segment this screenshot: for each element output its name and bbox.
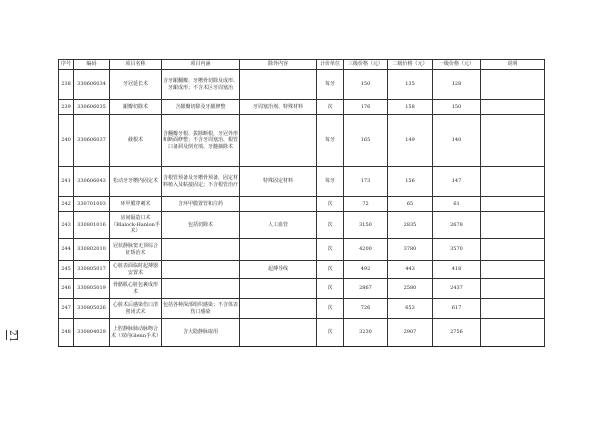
- cell-name: 松动牙牙槽内固定术: [110, 167, 162, 197]
- cell-content: 含翻瓣牙根、拔除断根，牙冠外形和断面修整；不含牙周塞治、根管口备洞及倒充填、牙髓摘除术: [162, 115, 240, 167]
- cell-name: 骨骼肌心脏包裹成形术: [110, 279, 162, 299]
- cell-note: [481, 115, 545, 167]
- cell-seq: 241: [59, 167, 74, 197]
- table-row: [59, 239, 545, 261]
- cell-price2: 156: [388, 167, 433, 197]
- cell-note: [481, 100, 545, 115]
- cell-unit: 每牙: [317, 70, 344, 100]
- cell-code: 330805019: [74, 279, 110, 299]
- cell-note: [481, 212, 545, 239]
- header-seq: 序号: [59, 60, 74, 70]
- header-unit: 计价单位: [317, 60, 344, 70]
- cell-note: [481, 239, 545, 261]
- cell-code: 330701003: [74, 197, 110, 212]
- cell-price2: 2580: [388, 279, 433, 299]
- cell-content: 含牙龈翻瓣、牙槽骨切除及成形、牙龈成形；不含术区牙周塞治: [162, 70, 240, 100]
- cell-price1: 140: [433, 115, 481, 167]
- table-row: [59, 70, 545, 100]
- cell-content: 包括切除术: [162, 212, 240, 239]
- cell-name: 心脏术后感染伤口清创闭式术: [110, 299, 162, 319]
- cell-exclusions: [240, 115, 317, 167]
- cell-note: [481, 319, 545, 347]
- cell-name: 上腔静脉肺动脉吻合术（双向Glenn手术）: [110, 319, 162, 347]
- cell-price1: 2678: [433, 212, 481, 239]
- cell-unit: 次: [317, 197, 344, 212]
- cell-exclusions: [240, 197, 317, 212]
- cell-name: 心脏表面临时起搏器安置术: [110, 261, 162, 279]
- cell-price3: 4200: [344, 239, 388, 261]
- cell-note: [481, 167, 545, 197]
- cell-seq: 248: [59, 319, 74, 347]
- cell-exclusions: [240, 299, 317, 319]
- cell-content: 含环甲膜置管和注药: [162, 197, 240, 212]
- cell-price2: 149: [388, 115, 433, 167]
- cell-exclusions: 牙周塞治剂、特殊材料: [240, 100, 317, 115]
- table-row: [59, 167, 545, 197]
- cell-price1: 2756: [433, 319, 481, 347]
- cell-exclusions: 人工血管: [240, 212, 317, 239]
- cell-exclusions: [240, 319, 317, 347]
- cell-note: [481, 70, 545, 100]
- cell-exclusions: [240, 279, 317, 299]
- cell-price2: 443: [388, 261, 433, 279]
- table-row: [59, 261, 545, 279]
- cell-price3: 165: [344, 115, 388, 167]
- cell-price3: 72: [344, 197, 388, 212]
- cell-price1: 2437: [433, 279, 481, 299]
- cell-seq: 242: [59, 197, 74, 212]
- cell-unit: 次: [317, 239, 344, 261]
- cell-price3: 2867: [344, 279, 388, 299]
- header-price2: 二级价格（元）: [388, 60, 433, 70]
- cell-code: 330805026: [74, 299, 110, 319]
- cell-price1: 3570: [433, 239, 481, 261]
- cell-code: 330801016: [74, 212, 110, 239]
- header-code: 编码: [74, 60, 110, 70]
- cell-price2: 135: [388, 70, 433, 100]
- cell-note: [481, 279, 545, 299]
- cell-price2: 65: [388, 197, 433, 212]
- cell-price3: 150: [344, 70, 388, 100]
- cell-exclusions: 特殊固定材料: [240, 167, 317, 197]
- cell-price3: 3230: [344, 319, 388, 347]
- cell-exclusions: [240, 239, 317, 261]
- cell-price2: 158: [388, 100, 433, 115]
- cell-unit: 次: [317, 319, 344, 347]
- header-note: 说明: [481, 60, 545, 70]
- cell-price2: 3780: [388, 239, 433, 261]
- cell-price3: 492: [344, 261, 388, 279]
- cell-code: 330606035: [74, 100, 110, 115]
- cell-code: 330802010: [74, 239, 110, 261]
- cell-name: 房间隔造口术（Blalock-Hanlon手术）: [110, 212, 162, 239]
- cell-content: 包括各种深部组织感染；不含体表伤口感染: [162, 299, 240, 319]
- cell-seq: 247: [59, 299, 74, 319]
- cell-price2: 653: [388, 299, 433, 319]
- table-row: [59, 212, 545, 239]
- cell-name: 龈瓣切除术: [110, 100, 162, 115]
- cell-name: 环甲膜穿刺术: [110, 197, 162, 212]
- cell-price3: 726: [344, 299, 388, 319]
- cell-unit: 每牙: [317, 115, 344, 167]
- cell-price3: 173: [344, 167, 388, 197]
- cell-seq: 243: [59, 212, 74, 239]
- cell-name: 牙冠延长术: [110, 70, 162, 100]
- cell-unit: 次: [317, 212, 344, 239]
- header-exclusions: 除外内容: [240, 60, 317, 70]
- cell-content: [162, 279, 240, 299]
- cell-note: [481, 261, 545, 279]
- cell-seq: 239: [59, 100, 74, 115]
- cell-seq: 244: [59, 239, 74, 261]
- cell-seq: 246: [59, 279, 74, 299]
- header-price1: 一级价格（元）: [433, 60, 481, 70]
- cell-exclusions: 起搏导线: [240, 261, 317, 279]
- header-name: 项目名称: [110, 60, 162, 70]
- cell-code: 330805017: [74, 261, 110, 279]
- table-row: [59, 197, 545, 212]
- cell-price2: 2907: [388, 319, 433, 347]
- table-row: [59, 115, 545, 167]
- cell-content: [162, 261, 240, 279]
- cell-price3: 3150: [344, 212, 388, 239]
- table-row: [59, 279, 545, 299]
- cell-content: 含大隐静脉取用: [162, 319, 240, 347]
- cell-code: 330606037: [74, 115, 110, 167]
- cell-code: 330606034: [74, 70, 110, 100]
- table-row: [59, 100, 545, 115]
- cell-content: 含根管预备及牙槽骨预备，固定材料植入及粘接固定；不含根管治疗: [162, 167, 240, 197]
- cell-seq: 240: [59, 115, 74, 167]
- cell-unit: 每牙: [317, 167, 344, 197]
- table-row: [59, 299, 545, 319]
- cell-content: 含龈瓣切除及牙龈修整: [162, 100, 240, 115]
- cell-note: [481, 197, 545, 212]
- cell-unit: 次: [317, 299, 344, 319]
- cell-price3: 176: [344, 100, 388, 115]
- cell-code: 330804029: [74, 319, 110, 347]
- cell-seq: 245: [59, 261, 74, 279]
- cell-price2: 2835: [388, 212, 433, 239]
- cell-price1: 617: [433, 299, 481, 319]
- cell-code: 330606043: [74, 167, 110, 197]
- cell-price1: 418: [433, 261, 481, 279]
- table-row: [59, 319, 545, 347]
- fee-table: [58, 59, 545, 347]
- cell-unit: 次: [317, 100, 344, 115]
- header-content: 项目内涵: [162, 60, 240, 70]
- cell-price1: 61: [433, 197, 481, 212]
- header-price3: 三级价格（元）: [344, 60, 388, 70]
- page-number: 21: [7, 330, 17, 344]
- cell-note: [481, 299, 545, 319]
- cell-content: [162, 239, 240, 261]
- cell-price1: 147: [433, 167, 481, 197]
- cell-name: 冠状静脉窦无顶综合征矫治术: [110, 239, 162, 261]
- cell-unit: 次: [317, 261, 344, 279]
- table-header-row: [59, 60, 545, 70]
- cell-price1: 128: [433, 70, 481, 100]
- cell-exclusions: [240, 70, 317, 100]
- cell-price1: 150: [433, 100, 481, 115]
- cell-unit: 次: [317, 279, 344, 299]
- cell-name: 截根术: [110, 115, 162, 167]
- cell-seq: 238: [59, 70, 74, 100]
